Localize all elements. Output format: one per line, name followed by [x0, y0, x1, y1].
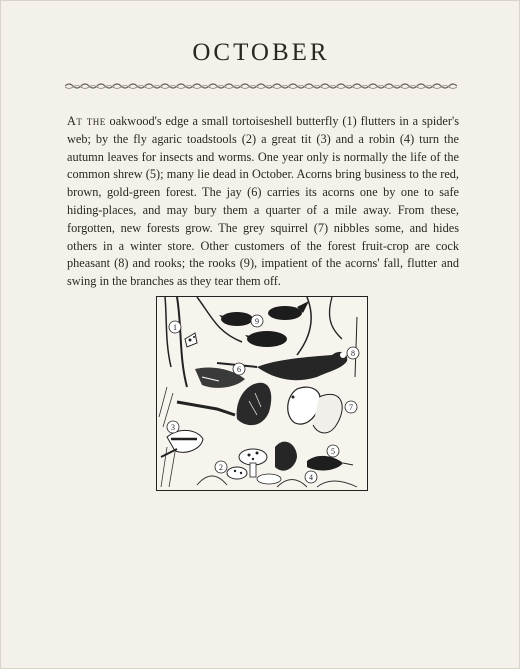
label-4: 4: [309, 473, 313, 482]
label-6: 6: [237, 365, 241, 374]
page-title: OCTOBER: [192, 39, 330, 66]
label-3: 3: [171, 423, 175, 432]
robin: [275, 442, 297, 471]
great-tit: [167, 430, 203, 452]
lead-in: At the: [67, 114, 106, 128]
shrew: [307, 456, 343, 471]
body-text: oakwood's edge a small tortoiseshell butterfly (1) flutters in a spider's web; by the fly agaric toadstools (2) a great tit (3) and a robin (4) turn the autumn leaves for insects and worms. One year only is normally the life of the common shrew (5); many lie dead in October. Acorns bring business to the red, brown, gold-green forest. The jay (6) carries its acorns one by one to safe hiding-places, and may bury them a quarter of a mile away. From these, forgotten, new forests grow. The grey squirrel (7) nibbles some, and hides others in a winter store. Other customers of the forest fruit-crop are cock pheasant (8) and rooks; the rooks (9), impatient of the acorns' fall, flutter and swing in the branches as they tear them off.: [67, 114, 459, 289]
toadstool-2: [227, 467, 247, 479]
pheasant: [257, 352, 347, 380]
decorative-rule: [65, 81, 457, 91]
body-paragraph: [67, 113, 459, 291]
label-1: 1: [173, 323, 177, 332]
illustration-drawing: [157, 297, 367, 490]
label-2: 2: [219, 463, 223, 472]
woodland-illustration: [156, 296, 368, 491]
rook-2: [268, 306, 302, 320]
label-9: 9: [255, 317, 259, 326]
label-7: 7: [349, 403, 353, 412]
label-8: 8: [351, 349, 355, 358]
perched-bird: [237, 383, 272, 425]
label-5: 5: [331, 447, 335, 456]
